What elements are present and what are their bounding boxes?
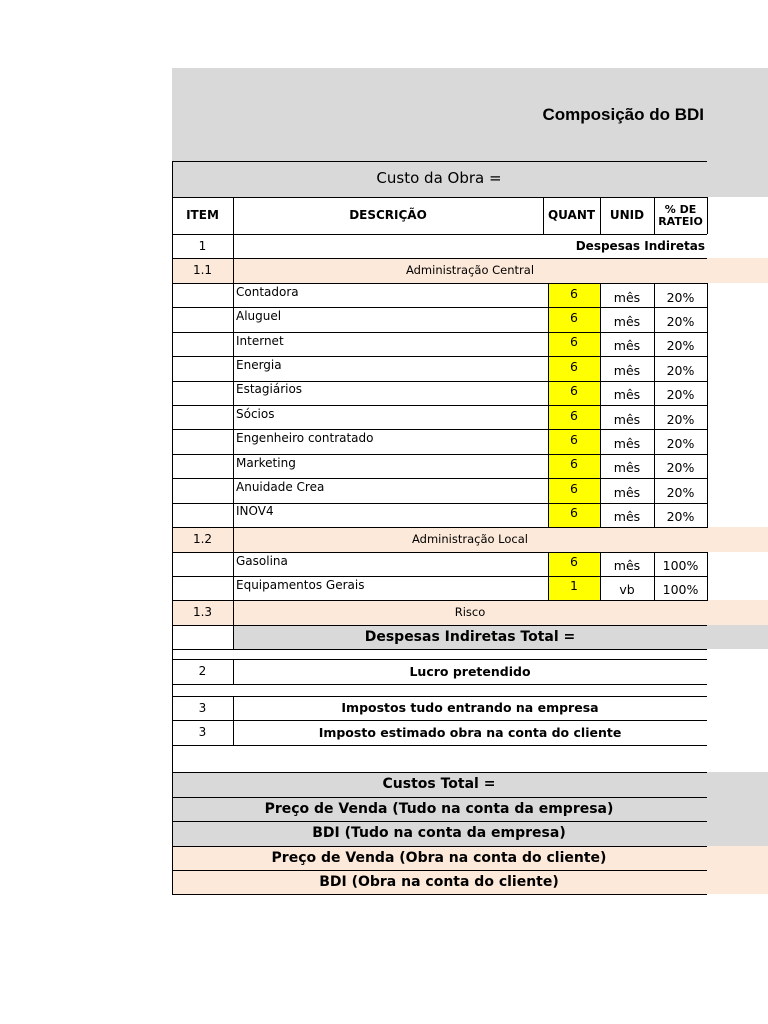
custo-obra-label: Custo da Obra = <box>376 169 502 188</box>
item-unid: vb <box>619 582 635 598</box>
impostos-empresa-item: 3 <box>198 700 207 715</box>
grid-hline <box>172 625 707 626</box>
grid-hline <box>172 405 707 406</box>
item-quant: 6 <box>570 554 578 570</box>
imposto-cliente-item: 3 <box>198 725 207 740</box>
item-rateio: 20% <box>666 436 695 452</box>
item-rateio: 20% <box>666 338 695 354</box>
grid-vline <box>600 197 601 234</box>
despesas-total-label: Despesas Indiretas Total = <box>364 628 576 645</box>
grid-hline <box>172 258 707 259</box>
grid-hline <box>172 772 707 773</box>
grid-vline <box>233 696 234 746</box>
item-unid: mês <box>613 362 641 378</box>
grid-vline <box>600 283 601 528</box>
item-unid: mês <box>613 289 641 305</box>
grid-hline <box>172 696 707 697</box>
item-quant: 1 <box>570 578 578 594</box>
grid-vline <box>543 197 544 234</box>
header-item: ITEM <box>186 208 219 223</box>
item-description: Contadora <box>236 284 299 299</box>
item-unid: mês <box>613 314 641 330</box>
item-quant: 6 <box>570 480 578 496</box>
item-unid: mês <box>613 387 641 403</box>
preco-venda-cliente-label: Preço de Venda (Obra na conta do cliente) <box>271 849 607 866</box>
grid-vline <box>233 197 234 650</box>
item-unid: mês <box>613 558 641 574</box>
grid-hline <box>172 429 707 430</box>
imposto-cliente-label: Imposto estimado obra na conta do cliente <box>318 724 622 740</box>
grid-vline <box>654 283 655 528</box>
grid-hline <box>172 197 707 198</box>
item-rateio: 20% <box>666 484 695 500</box>
item-rateio: 20% <box>666 289 695 305</box>
grid-hline <box>172 720 707 721</box>
item-quant: 6 <box>570 310 578 326</box>
item-rateio: 20% <box>666 411 695 427</box>
sub11-label: Administração Central <box>405 263 535 278</box>
grid-hline <box>172 846 707 847</box>
grid-hline <box>172 454 707 455</box>
item-rateio: 100% <box>662 582 699 598</box>
lucro-label: Lucro pretendido <box>409 663 531 679</box>
bdi-cliente-label: BDI (Obra na conta do cliente) <box>319 873 559 890</box>
grid-hline <box>172 649 707 650</box>
item-unid: mês <box>613 509 641 525</box>
grid-vline <box>233 659 234 685</box>
header-unid: UNID <box>609 208 645 223</box>
grid-hline <box>172 283 707 284</box>
item-quant: 6 <box>570 383 578 399</box>
item-description: Marketing <box>236 455 296 470</box>
item-quant: 6 <box>570 285 578 301</box>
grid-hline <box>172 600 707 601</box>
grid-hline <box>172 821 707 822</box>
sub12-item: 1.2 <box>192 532 213 547</box>
item-description: Gasolina <box>236 553 288 568</box>
header-descricao: DESCRIÇÃO <box>349 208 427 223</box>
sub13-item: 1.3 <box>192 605 213 620</box>
sub11-item: 1.1 <box>192 263 213 278</box>
grid-hline <box>172 870 707 871</box>
item-rateio: 20% <box>666 460 695 476</box>
header-rateio: % DE RATEIO <box>658 202 703 228</box>
item-description: Sócios <box>236 406 275 421</box>
grid-vline <box>654 552 655 601</box>
grid-vline <box>654 197 655 234</box>
grid-hline <box>172 503 707 504</box>
lucro-item: 2 <box>198 664 207 679</box>
preco-venda-empresa-label: Preço de Venda (Tudo na conta da empresa) <box>264 800 614 817</box>
grid-hline <box>172 745 707 746</box>
grid-hline <box>172 552 707 553</box>
sheet-title: Composição do BDI <box>542 105 704 125</box>
grid-vline <box>548 552 549 601</box>
section1-item: 1 <box>198 238 207 253</box>
sub12-label: Administração Local <box>412 532 528 547</box>
sub13-label: Risco <box>454 605 486 620</box>
item-description: Engenheiro contratado <box>236 431 374 446</box>
grid-hline <box>172 332 707 333</box>
item-description: Estagiários <box>236 382 303 397</box>
section1-label: Despesas Indiretas <box>575 238 705 253</box>
grid-hline <box>172 576 707 577</box>
custos-total-label: Custos Total = <box>382 776 496 793</box>
grid-vline <box>600 552 601 601</box>
grid-hline <box>172 894 707 895</box>
grid-vline <box>707 283 708 528</box>
item-unid: mês <box>613 411 641 427</box>
item-quant: 6 <box>570 358 578 374</box>
item-quant: 6 <box>570 432 578 448</box>
grid-hline <box>172 381 707 382</box>
grid-hline <box>172 356 707 357</box>
grid-vline <box>707 197 708 234</box>
grid-hline <box>172 234 707 235</box>
item-unid: mês <box>613 460 641 476</box>
item-quant: 6 <box>570 456 578 472</box>
grid-hline <box>172 478 707 479</box>
item-rateio: 20% <box>666 362 695 378</box>
item-rateio: 20% <box>666 509 695 525</box>
item-description: Equipamentos Gerais <box>236 577 365 592</box>
grid-hline <box>172 307 707 308</box>
item-description: Energia <box>236 358 282 373</box>
item-rateio: 20% <box>666 387 695 403</box>
grid-hline <box>172 659 707 660</box>
item-description: INOV4 <box>236 504 274 519</box>
bdi-empresa-label: BDI (Tudo na conta da empresa) <box>312 825 566 842</box>
item-rateio: 20% <box>666 314 695 330</box>
item-unid: mês <box>613 338 641 354</box>
item-description: Anuidade Crea <box>236 480 325 495</box>
grid-hline <box>172 797 707 798</box>
grid-vline <box>548 283 549 528</box>
header-quant: QUANT <box>547 208 596 223</box>
grid-vline <box>707 552 708 601</box>
grid-hline <box>172 684 707 685</box>
item-rateio: 100% <box>662 558 699 574</box>
grid-hline <box>172 527 707 528</box>
item-unid: mês <box>613 484 641 500</box>
item-quant: 6 <box>570 334 578 350</box>
item-description: Aluguel <box>236 309 282 324</box>
item-quant: 6 <box>570 505 578 521</box>
item-description: Internet <box>236 333 284 348</box>
grid-vline <box>172 161 173 895</box>
item-quant: 6 <box>570 407 578 423</box>
grid-hline <box>172 161 707 162</box>
item-unid: mês <box>613 436 641 452</box>
impostos-empresa-label: Impostos tudo entrando na empresa <box>341 700 599 716</box>
